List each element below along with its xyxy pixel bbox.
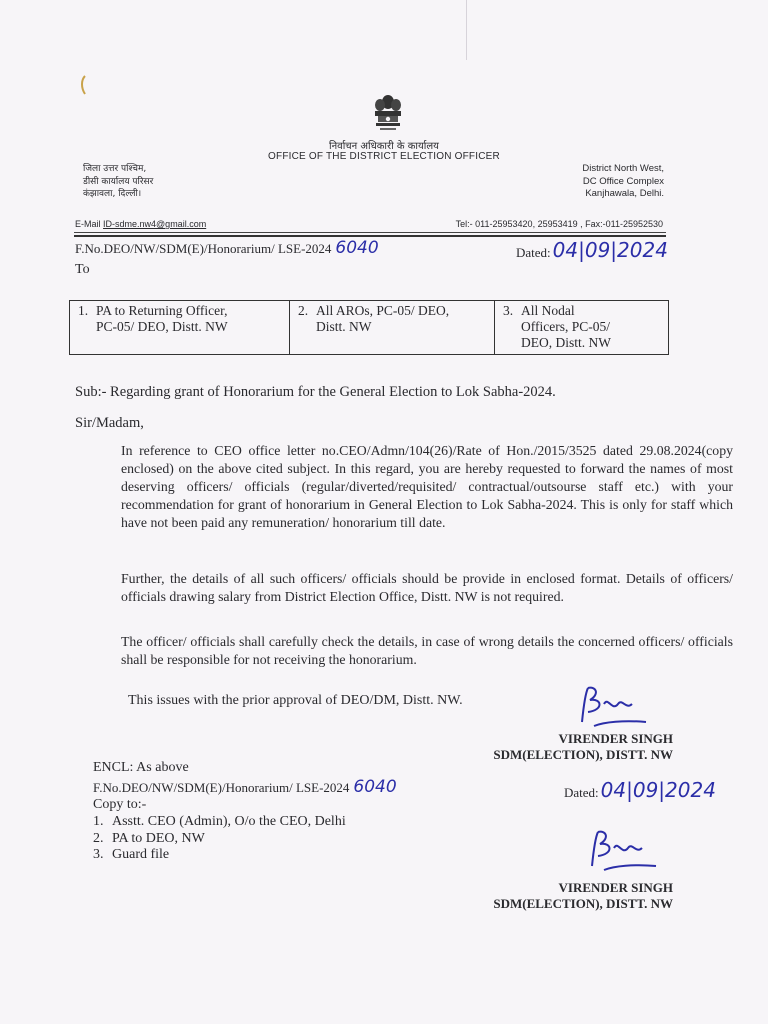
office-hindi-title: निर्वाचन अधिकारी के कार्यालय	[329, 141, 439, 152]
approval-note: This issues with the prior approval of DEO/DM, Distt. NW.	[128, 693, 463, 708]
recipient-text: PA to Returning Officer,	[96, 303, 228, 318]
header-divider-thick	[74, 235, 666, 237]
file-number	[75, 238, 379, 258]
copy-to-label: Copy to:-	[93, 797, 147, 812]
signature-icon	[584, 826, 664, 874]
recipient-number: 3.	[503, 303, 514, 318]
recipient-cell	[290, 301, 495, 355]
list-item-text: Asstt. CEO (Admin), O/o the CEO, Delhi	[112, 814, 346, 829]
recipients-table	[69, 300, 669, 355]
signatory-designation: SDM(ELECTION), DISTT. NW	[493, 747, 673, 762]
phone-line: Tel:- 011-25953420, 25953419 , Fax:-011-25952530	[455, 219, 663, 229]
list-item-number: 2.	[93, 830, 104, 846]
signatory-block	[493, 731, 673, 763]
list-item-number: 3.	[93, 847, 104, 862]
recipient-text: PC-05/ DEO, Distt. NW	[96, 319, 228, 334]
recipient-cell	[70, 301, 290, 355]
signatory-name: VIRENDER SINGH	[558, 731, 673, 746]
list-item	[93, 847, 346, 864]
office-title: OFFICE OF THE DISTRICT ELECTION OFFICER	[268, 151, 500, 162]
copy-date-line	[564, 778, 716, 802]
recipient-cell	[495, 301, 669, 355]
hindi-address-line: कंझावला, दिल्ली।	[83, 189, 142, 199]
signatory-block	[493, 880, 673, 912]
email-line	[75, 219, 206, 229]
header-divider	[74, 232, 666, 233]
english-address	[582, 163, 664, 201]
body-paragraph-1: In reference to CEO office letter no.CEO/Admn/104(26)/Rate of Hon./2015/3525 dated 29.08.2024(copy enclosed) on the above cited subject. In this regard, you are hereby requested to forward the names of most deserving officers/ officials (regular/diverted/requisited/ contractual/outsourse staff etc.) with your recommendation for grant of honorarium in General Election to Lok Sabha-2024. This is only for staff which have not been paid any remuneration/ honorarium till date.	[121, 443, 733, 530]
file-number-text: F.No.DEO/NW/SDM(E)/Honorarium/ LSE-2024	[75, 241, 332, 256]
recipient-text: All AROs, PC-05/ DEO,	[316, 303, 450, 318]
copy-file-number-text: F.No.DEO/NW/SDM(E)/Honorarium/ LSE-2024	[93, 780, 350, 795]
email-link[interactable]: ID-sdme.nw4@gmail.com	[103, 219, 207, 229]
email-label: E-Mail	[75, 219, 101, 229]
signatory-name: VIRENDER SINGH	[558, 880, 673, 895]
recipient-text: DEO, Distt. NW	[521, 335, 611, 350]
list-item	[93, 831, 346, 848]
english-address-line: Kanjhawala, Delhi.	[585, 188, 664, 199]
file-number-handwritten: 6040	[335, 238, 379, 258]
signature-icon	[574, 682, 654, 730]
list-item-text: Guard file	[112, 847, 170, 862]
hindi-address-line: डीसी कार्यालय परिसर	[83, 176, 154, 187]
body-paragraph-3: The officer/ officials shall carefully check the details, in case of wrong details the concerned officers/ officials shall be responsible for not receiving the honorarium.	[121, 634, 733, 667]
list-item	[93, 814, 346, 831]
english-address-line: District North West,	[582, 163, 664, 174]
body-paragraph-2: Further, the details of all such officers/ officials should be provide in enclosed format. Details of officers/ officials drawing salary from District Election Office, Distt. NW is not required.	[121, 571, 733, 604]
recipient-text: Distt. NW	[316, 319, 372, 334]
recipient-text: All Nodal	[521, 303, 575, 318]
list-item-number: 1.	[93, 814, 104, 829]
copy-file-number	[93, 777, 397, 797]
salutation: Sir/Madam,	[75, 415, 144, 431]
recipient-number: 2.	[298, 303, 309, 318]
english-address-line: DC Office Complex	[582, 175, 664, 187]
subject-line: Sub:- Regarding grant of Honorarium for the General Election to Lok Sabha-2024.	[75, 384, 556, 400]
to-label: To	[75, 262, 90, 277]
dated-handwritten: 04|09|2024	[552, 238, 668, 262]
national-emblem-icon	[370, 92, 406, 134]
copy-dated-handwritten: 04|09|2024	[600, 778, 716, 802]
copy-file-number-handwritten: 6040	[353, 777, 397, 797]
recipient-text: Officers, PC-05/	[521, 319, 610, 334]
punch-mark	[79, 74, 89, 96]
date-line	[516, 238, 668, 262]
enclosure-note: ENCL: As above	[93, 760, 189, 775]
copy-to-list	[93, 814, 346, 864]
signatory-designation: SDM(ELECTION), DISTT. NW	[493, 896, 673, 911]
hindi-address	[83, 163, 153, 201]
recipient-number: 1.	[78, 303, 89, 318]
copy-dated-label: Dated:	[564, 785, 599, 800]
hindi-address-line: जिला उत्तर पश्चिम,	[83, 164, 147, 174]
dated-label: Dated:	[516, 245, 551, 260]
list-item-text: PA to DEO, NW	[112, 830, 205, 846]
paper-fold	[466, 0, 467, 60]
